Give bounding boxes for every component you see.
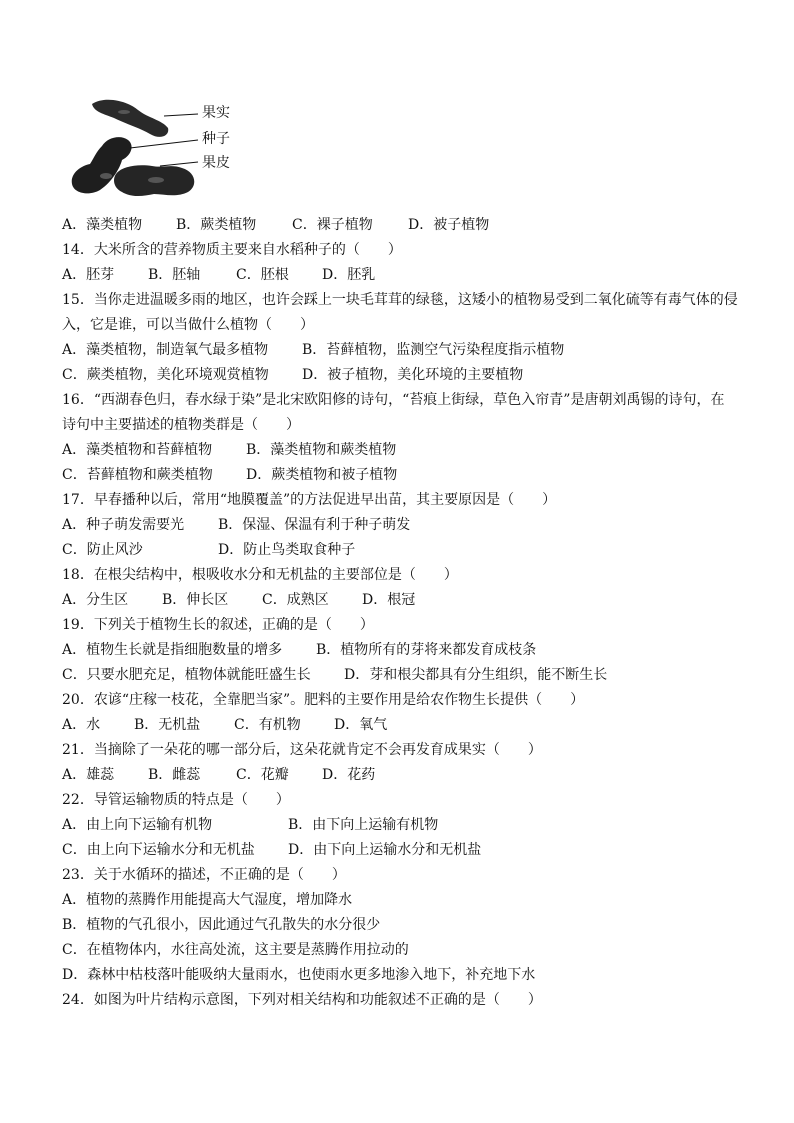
q14-options [62, 263, 742, 288]
q16-options-row1 [62, 438, 742, 463]
q22-option-b[interactable]: B．由下向上运输有机物 [288, 817, 439, 833]
q17-option-c[interactable]: C．防止风沙 [62, 542, 143, 558]
q20-options [62, 713, 742, 738]
q15-stem-line2: 入，它是谁，可以当做什么植物（ ） [62, 317, 314, 333]
q14-option-a[interactable]: A．胚芽 [62, 267, 115, 283]
q21-stem: 21．当摘除了一朵花的哪一部分后，这朵花就肯定不会再发育成果实（ ） [62, 742, 542, 758]
q15-option-d[interactable]: D．被子植物，美化环境的主要植物 [302, 367, 524, 383]
q13-option-a[interactable]: A．藻类植物 [62, 217, 143, 233]
question-list [62, 213, 742, 1013]
q19-options-row2 [62, 663, 742, 688]
q22-option-c[interactable]: C．由上向下运输水分和无机盐 [62, 842, 255, 858]
q16-option-b[interactable]: B．藻类植物和蕨类植物 [246, 442, 397, 458]
q17-option-d[interactable]: D．防止鸟类取食种子 [218, 542, 356, 558]
q19-stem: 19．下列关于植物生长的叙述，正确的是（ ） [62, 617, 374, 633]
q14-stem: 14．大米所含的营养物质主要来自水稻种子的（ ） [62, 242, 402, 258]
q14-option-c[interactable]: C．胚根 [236, 267, 289, 283]
q22-options-row1 [62, 813, 742, 838]
q22-stem: 22．导管运输物质的特点是（ ） [62, 792, 290, 808]
label-pericarp: 果皮 [202, 155, 230, 171]
q15-options-row2 [62, 363, 742, 388]
q18-option-d[interactable]: D．根冠 [362, 592, 416, 608]
q19-options-row1 [62, 638, 742, 663]
q16-option-c[interactable]: C．苔藓植物和蕨类植物 [62, 467, 213, 483]
q16-stem-line2: 诗句中主要描述的植物类群是（ ） [62, 417, 300, 433]
q20-option-b[interactable]: B．无机盐 [134, 717, 201, 733]
q17-option-a[interactable]: A．种子萌发需要光 [62, 517, 185, 533]
q20-option-d[interactable]: D．氧气 [334, 717, 388, 733]
q14-option-b[interactable]: B．胚轴 [148, 267, 201, 283]
q17-options-row2 [62, 538, 742, 563]
q15-option-c[interactable]: C．蕨类植物，美化环境观赏植物 [62, 367, 269, 383]
q23-stem: 23．关于水循环的描述，不正确的是（ ） [62, 867, 346, 883]
q13-options [62, 213, 742, 238]
q16-stem-line1: 16．“西湖春色归，春水绿于染”是北宋欧阳修的诗句，“苔痕上街绿，草色入帘青”是唐朝刘禹锡的诗句，在 [62, 392, 725, 408]
q15-stem-line1: 15．当你走进温暖多雨的地区，也许会踩上一块毛茸茸的绿毯，这矮小的植物易受到二氧化硫等有毒气体的侵 [62, 292, 738, 308]
q18-stem: 18．在根尖结构中，根吸收水分和无机盐的主要部位是（ ） [62, 567, 458, 583]
q18-option-a[interactable]: A．分生区 [62, 592, 129, 608]
label-fruit: 果实 [202, 105, 230, 121]
q20-stem: 20．农谚“庄稼一枝花，全靠肥当家”。肥料的主要作用是给农作物生长提供（ ） [62, 692, 585, 708]
q14-option-d[interactable]: D．胚乳 [322, 267, 376, 283]
peanut-figure [64, 94, 244, 206]
q19-option-b[interactable]: B．植物所有的芽将来都发育成枝条 [316, 642, 537, 658]
q18-option-c[interactable]: C．成熟区 [262, 592, 329, 608]
q21-option-a[interactable]: A．雄蕊 [62, 767, 115, 783]
q17-options-row1 [62, 513, 742, 538]
q21-option-b[interactable]: B．雌蕊 [148, 767, 201, 783]
q16-options-row2 [62, 463, 742, 488]
q18-option-b[interactable]: B．伸长区 [162, 592, 229, 608]
q22-options-row2 [62, 838, 742, 863]
q15-option-a[interactable]: A．藻类植物，制造氧气最多植物 [62, 342, 269, 358]
label-seed: 种子 [202, 131, 230, 147]
q21-option-d[interactable]: D．花药 [322, 767, 376, 783]
q17-option-b[interactable]: B．保湿、保温有利于种子萌发 [218, 517, 411, 533]
q18-options [62, 588, 742, 613]
q13-option-b[interactable]: B．蕨类植物 [176, 217, 257, 233]
q23-option-c[interactable]: C．在植物体内，水往高处流，这主要是蒸腾作用拉动的 [62, 942, 409, 958]
q19-option-a[interactable]: A．植物生长就是指细胞数量的增多 [62, 642, 283, 658]
q23-option-d[interactable]: D．森林中枯枝落叶能吸纳大量雨水，也使雨水更多地渗入地下，补充地下水 [62, 967, 536, 983]
q13-option-c[interactable]: C．裸子植物 [292, 217, 373, 233]
q22-option-d[interactable]: D．由下向上运输水分和无机盐 [288, 842, 482, 858]
q17-stem: 17．早春播种以后，常用“地膜覆盖”的方法促进早出苗，其主要原因是（ ） [62, 492, 557, 508]
q20-option-c[interactable]: C．有机物 [234, 717, 301, 733]
q19-option-c[interactable]: C．只要水肥充足，植物体就能旺盛生长 [62, 667, 311, 683]
q23-option-b[interactable]: B．植物的气孔很小，因此通过气孔散失的水分很少 [62, 917, 381, 933]
q21-option-c[interactable]: C．花瓣 [236, 767, 289, 783]
q13-option-d[interactable]: D．被子植物 [408, 217, 490, 233]
q19-option-d[interactable]: D．芽和根尖都具有分生组织，能不断生长 [344, 667, 608, 683]
q24-stem: 24．如图为叶片结构示意图，下列对相关结构和功能叙述不正确的是（ ） [62, 992, 542, 1008]
q16-option-a[interactable]: A．藻类植物和苔藓植物 [62, 442, 213, 458]
q22-option-a[interactable]: A．由上向下运输有机物 [62, 817, 213, 833]
q15-options-row1 [62, 338, 742, 363]
q16-option-d[interactable]: D．蕨类植物和被子植物 [246, 467, 398, 483]
q21-options [62, 763, 742, 788]
q23-option-a[interactable]: A．植物的蒸腾作用能提高大气湿度，增加降水 [62, 892, 353, 908]
q15-option-b[interactable]: B．苔藓植物，监测空气污染程度指示植物 [302, 342, 565, 358]
q20-option-a[interactable]: A．水 [62, 717, 101, 733]
